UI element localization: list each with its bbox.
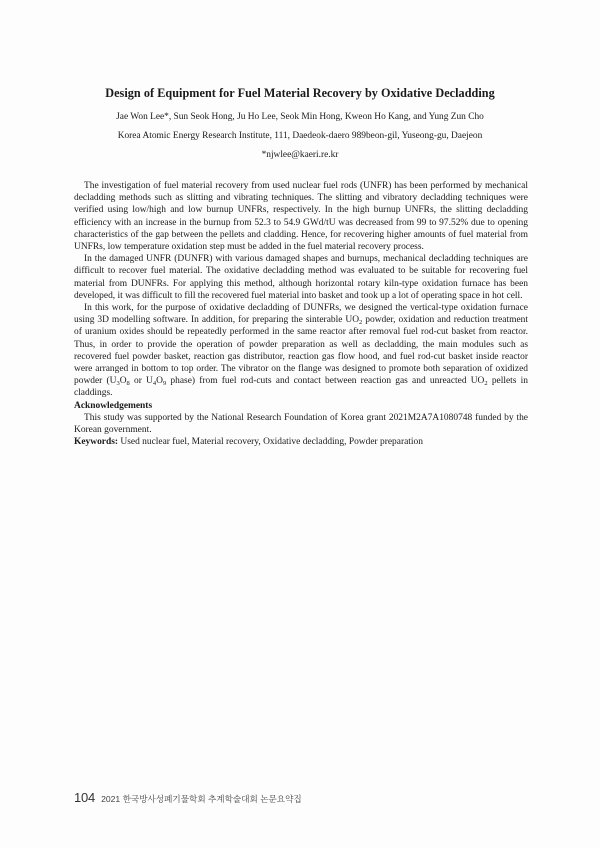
paragraph-3-text: O xyxy=(119,376,127,387)
paragraph-3-text: or U xyxy=(129,376,153,387)
paragraph-3 xyxy=(74,302,528,400)
subscript: 2 xyxy=(484,380,488,388)
paper-title: Design of Equipment for Fuel Material Recovery by Oxidative Decladding xyxy=(105,86,495,100)
corresponding-email[interactable]: *njwlee@kaeri.re.kr xyxy=(261,150,339,160)
subscript: 2 xyxy=(359,319,363,327)
page-footer xyxy=(74,789,302,807)
subscript: 8 xyxy=(126,380,130,388)
paragraph-3-text: phase) from fuel rod-cuts and contact between reaction gas and unreacted UO xyxy=(166,376,485,387)
keywords-label: Keywords: xyxy=(74,437,119,448)
affiliation: Korea Atomic Energy Research Institute, 111, Daedeok-daero 989beon-gil, Yuseong-gu, Daejeon xyxy=(117,131,483,141)
proceedings-title: 2021 한국방사성폐기물학회 추계학술대회 논문요약집 xyxy=(101,794,302,804)
paragraph-3-text: O xyxy=(156,376,163,387)
paragraph-3-text: pellets in claddings. xyxy=(74,376,528,399)
abstract-body xyxy=(74,180,528,448)
keywords-text: Used nuclear fuel, Material recovery, Oxidative decladding, Powder preparation xyxy=(118,437,423,448)
paragraph-2: In the damaged UNFR (DUNFR) with various damaged shapes and burnups, mechanical decladding techniques are difficult to recover fuel material. The oxidative decladding method was evaluated to be suitable for recovering fuel material from DUNFRs. For applying this method, although horizontal rotary kiln-type oxidation furnace has been developed, it was difficult to fill the recovered fuel material into basket and took up a lot of operating space in hot cell. xyxy=(74,254,528,301)
subscript: 4 xyxy=(152,380,157,388)
author-list: Jae Won Lee*, Sun Seok Hong, Ju Ho Lee, Seok Min Hong, Kweon Ho Kang, and Yung Zun Cho xyxy=(116,112,484,122)
acknowledgements-text: This study was supported by the National Research Foundation of Korea grant 2021M2A7A1080748 funded by the Korean government. xyxy=(74,412,528,436)
subscript: 9 xyxy=(162,380,167,388)
paragraph-3-text: In this work, for the purpose of oxidative decladding of DUNFRs, we designed the vertical-type oxidation furnace using 3D modelling software. In addition, for preparing the sinterable UO xyxy=(74,303,528,326)
subscript: 3 xyxy=(116,380,120,388)
keywords-line xyxy=(74,436,528,448)
acknowledgements-heading: Acknowledgements xyxy=(74,400,153,411)
page-number: 104 xyxy=(74,790,96,805)
paragraph-1: The investigation of fuel material recovery from used nuclear fuel rods (UNFR) has been performed by mechanical decladding methods such as slitting and vibrating techniques. The slitting and vibratory decladding techniques were verified using low/high and low burnup UNFRs, respectively. In the high burnup UNFRs, the slitting decladding efficiency with an increase in the burnup from 52.3 to 54.9 GWd/tU was decreased from 99 to 97.52% due to opening characteristics of the gap between the pellets and cladding. Hence, for recovering higher amounts of fuel material from UNFRs, low temperature oxidation step must be added in the fuel material recovery process. xyxy=(74,181,528,253)
paragraph-3-text: powder, oxidation and reduction treatment of uranium oxides should be repeatedly performed in the same reactor after removal fuel rod-cut basket from reactor. Thus, in order to provide the operation of powder preparation as well as decladding, the main modules such as recovered fuel powder basket, reaction gas distributor, reaction gas flow hood, and fuel rod-cut basket inside reactor were arranged in bottom to top order. The vibrator on the flange was designed to promote both separation of oxidized powder (U xyxy=(74,315,528,387)
